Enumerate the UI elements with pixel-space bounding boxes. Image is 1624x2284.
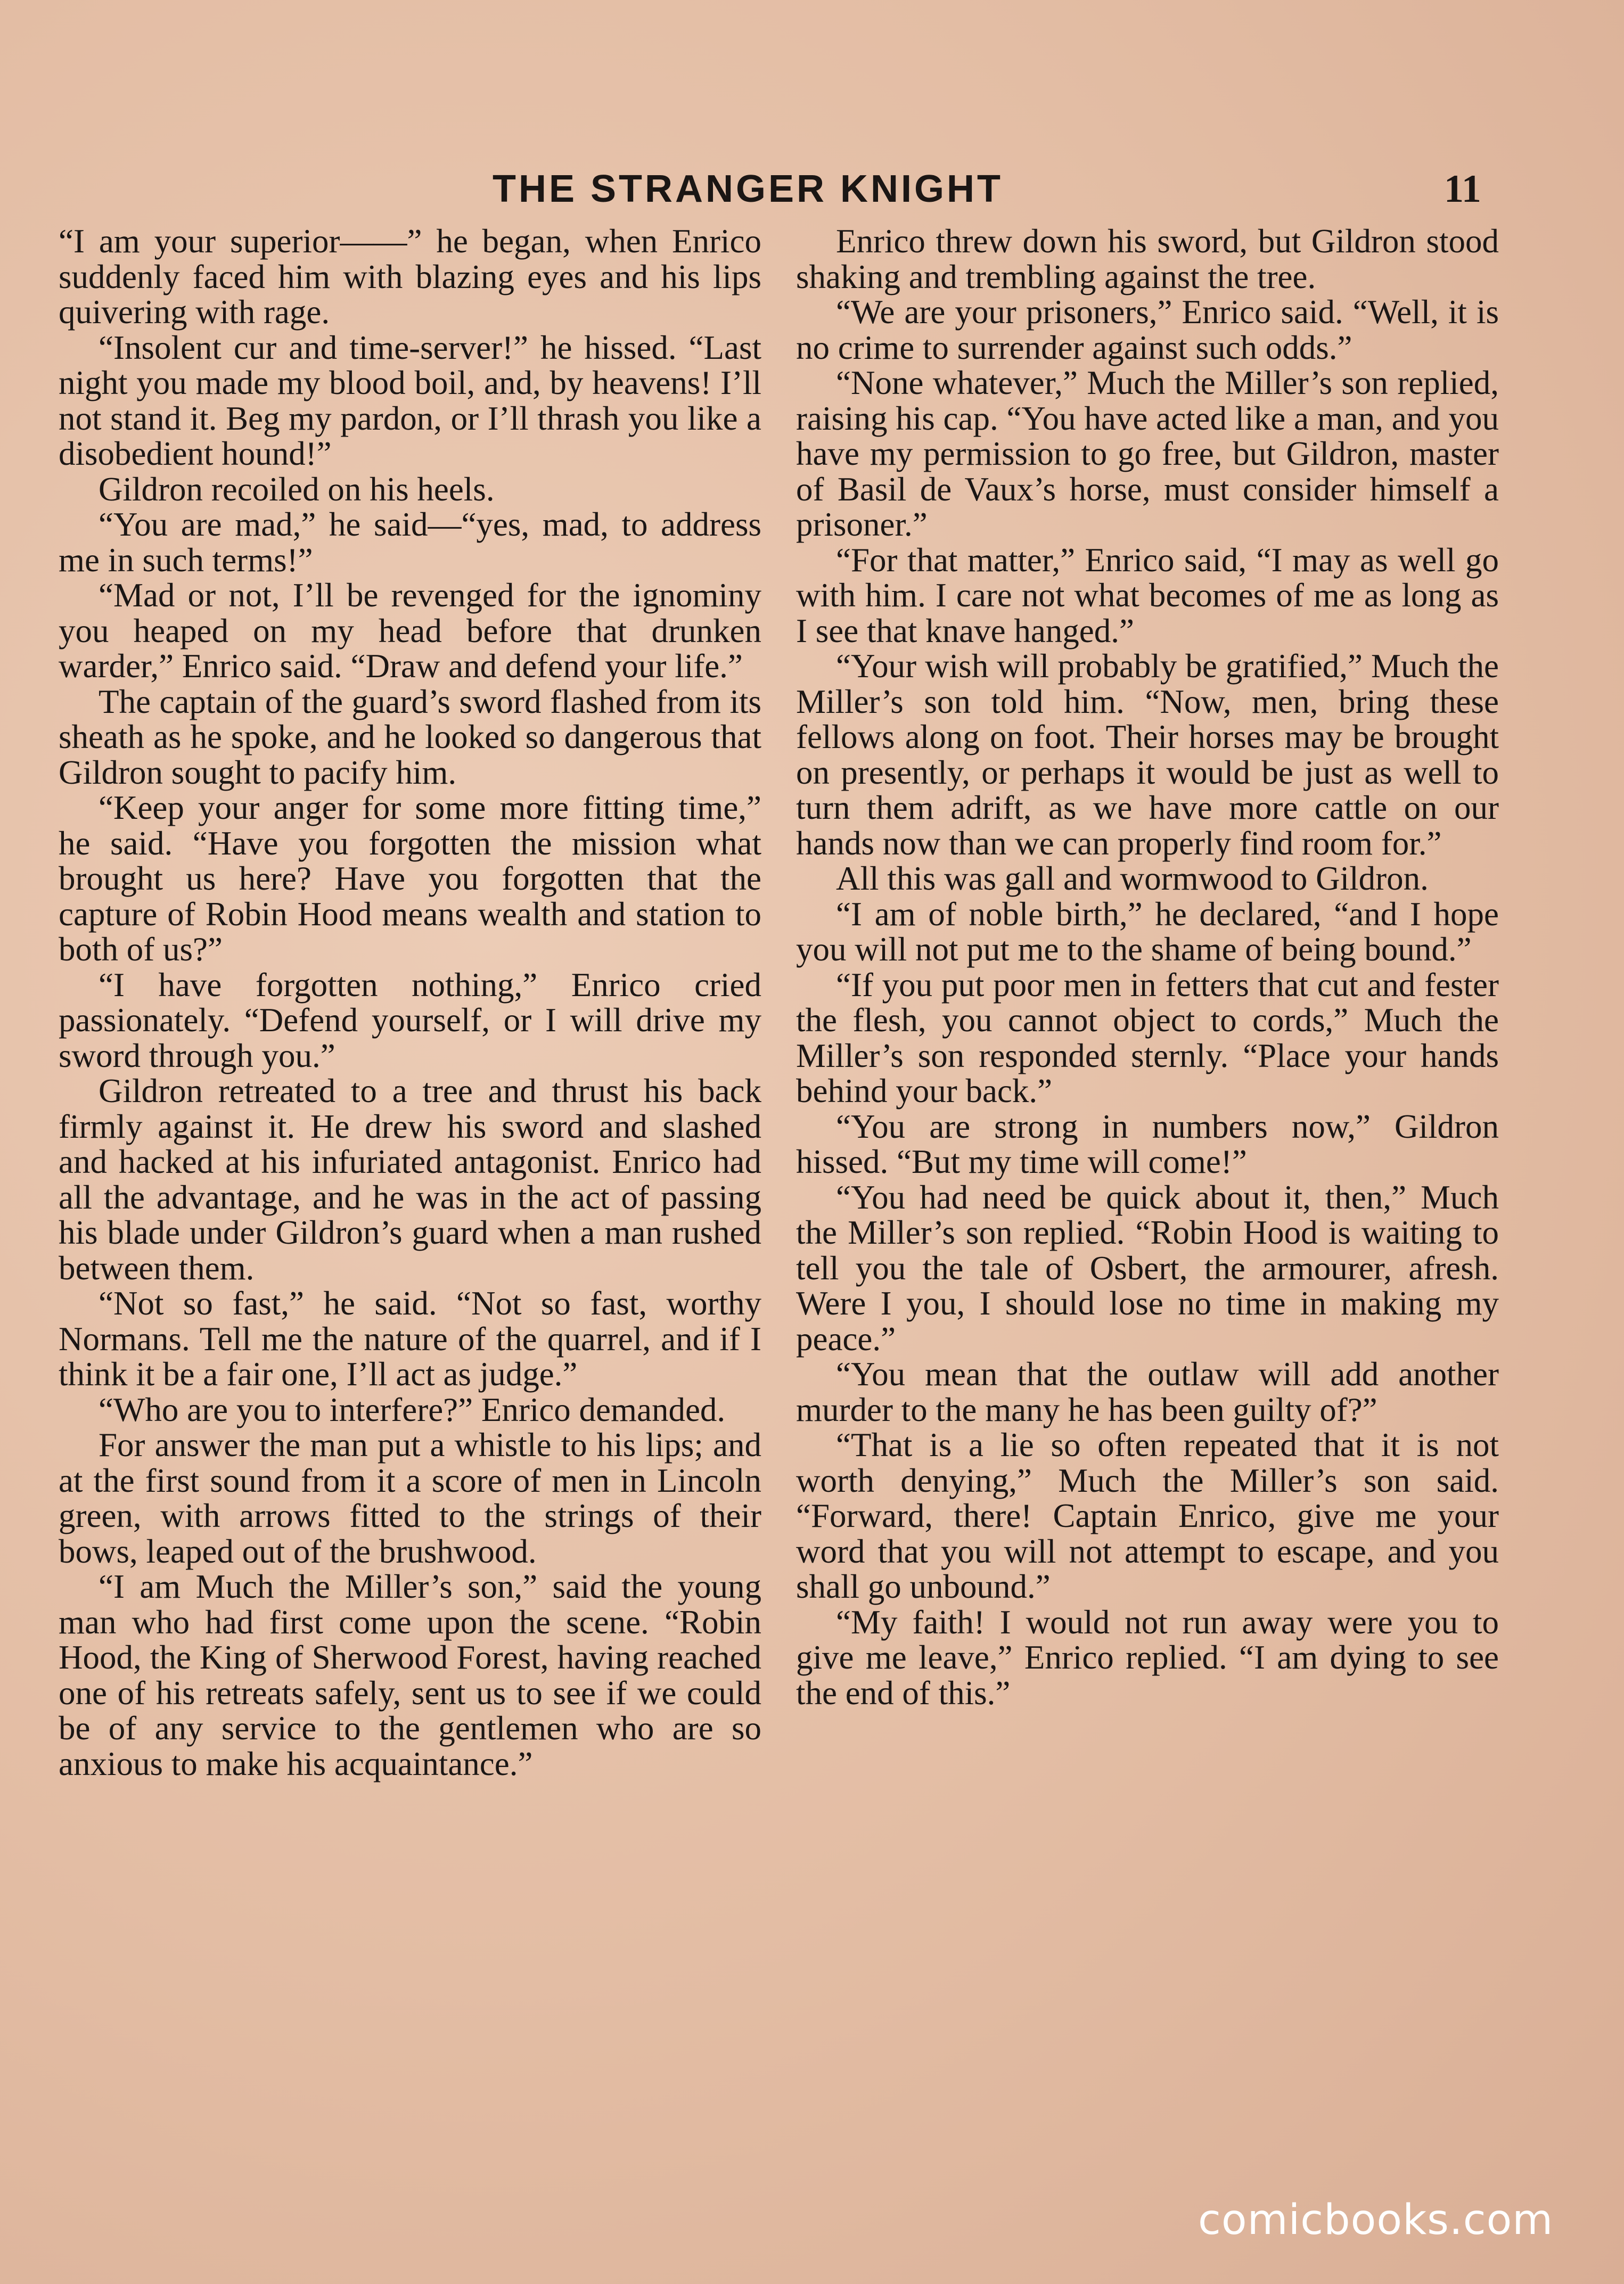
paragraph: “For that matter,” Enrico said, “I may as well go with him. I care not what becomes of me as long as I see that knave hanged.” [796, 541, 1499, 650]
paragraph: “Who are you to interfere?” Enrico demanded. [99, 1391, 726, 1428]
paragraph: “My faith! I would not run away were you to give me leave,” Enrico replied. “I am dying to see the end of this.” [796, 1603, 1499, 1712]
left-column [59, 224, 761, 1781]
paragraph: “I have forgotten nothing,” Enrico cried passionately. “Defend yourself, or I will drive my sword through you.” [59, 966, 761, 1074]
paragraph: “You mean that the outlaw will add another murder to the many he has been guilty of?” [796, 1355, 1499, 1428]
paragraph: All this was gall and wormwood to Gildron. [836, 860, 1429, 897]
paragraph: “You are strong in numbers now,” Gildron hissed. “But my time will come!” [796, 1107, 1499, 1180]
paragraph: “I am your superior——” he began, when Enrico suddenly faced him with blazing eyes and his lips quivering with rage. [59, 223, 761, 331]
paragraph: “Your wish will probably be gratified,” Much the Miller’s son told him. “Now, men, bring these fellows along on foot. Their horses may be brought on presently, or perhaps it would be just as well to turn them adrift, as we have more cattle on our hands now than we can properly find room for.” [796, 647, 1499, 862]
paragraph: “If you put poor men in fetters that cut and fester the flesh, you cannot object to cords,” Much the Miller’s son responded sternly. “Place your hands behind your back.” [796, 966, 1499, 1110]
paragraph: “Mad or not, I’ll be revenged for the ignominy you heaped on my head before that drunken warder,” Enrico said. “Draw and defend your life.” [59, 577, 761, 685]
right-column [796, 224, 1499, 1711]
page-header [0, 160, 1624, 218]
paragraph: “Insolent cur and time-server!” he hissed. “Last night you made my blood boil, and, by heavens! I’ll not stand it. Beg my pardon, or I’ll thrash you like a disobedient hound!” [59, 328, 761, 472]
paragraph: “I am Much the Miller’s son,” said the young man who had first come upon the scene. “Robin Hood, the King of Sherwood Forest, having reached one of his retreats safely, sent us to see if we could be of any service to the gentlemen who are so anxious to make his acquaintance.” [59, 1568, 761, 1782]
page-number: 11 [1444, 167, 1481, 211]
paragraph: “None whatever,” Much the Miller’s son replied, raising his cap. “You have acted like a man, and you have my permission to go free, but Gildron, master of Basil de Vaux’s horse, must consider himself a prisoner.” [796, 364, 1499, 543]
paragraph: Gildron recoiled on his heels. [99, 470, 495, 508]
paragraph: The captain of the guard’s sword flashed from its sheath as he spoke, and he looked so dangerous that Gildron sought to pacify him. [59, 683, 761, 791]
paragraph: “You are mad,” he said—“yes, mad, to address me in such terms!” [59, 506, 761, 579]
paragraph: “Keep your anger for some more fitting time,” he said. “Have you forgotten the mission what brought us here? Have you forgotten that the capture of Robin Hood means wealth and station to both of us?” [59, 789, 761, 968]
paragraph: “I am of noble birth,” he declared, “and I hope you will not put me to the shame of being bound.” [796, 895, 1499, 968]
site-watermark: comicbooks.com [1198, 2196, 1554, 2244]
paragraph: For answer the man put a whistle to his lips; and at the first sound from it a score of men in Lincoln green, with arrows fitted to the strings of their bows, leaped out of the brushwood. [59, 1426, 761, 1570]
paragraph: “That is a lie so often repeated that it is not worth denying,” Much the Miller’s son said. “Forward, there! Captain Enrico, give me your word that you will not attempt to escape, and you shall go unbound.” [796, 1426, 1499, 1605]
paragraph: Enrico threw down his sword, but Gildron stood shaking and trembling against the tree. [796, 223, 1499, 295]
paragraph: “Not so fast,” he said. “Not so fast, worthy Normans. Tell me the nature of the quarrel, and if I think it be a fair one, I’ll act as judge.” [59, 1285, 761, 1393]
paragraph: Gildron retreated to a tree and thrust his back firmly against it. He drew his sword and slashed and hacked at his infuriated antagonist. Enrico had all the advantage, and he was in the act of passing his blade under Gildron’s guard when a man rushed between them. [59, 1072, 761, 1287]
paragraph: “You had need be quick about it, then,” Much the Miller’s son replied. “Robin Hood is waiting to tell you the tale of Osbert, the armourer, afresh. Were I you, I should lose no time in making my peace.” [796, 1178, 1499, 1358]
running-title: THE STRANGER KNIGHT [493, 168, 1003, 210]
paragraph: “We are your prisoners,” Enrico said. “Well, it is no crime to surrender against such odds.” [796, 293, 1499, 366]
